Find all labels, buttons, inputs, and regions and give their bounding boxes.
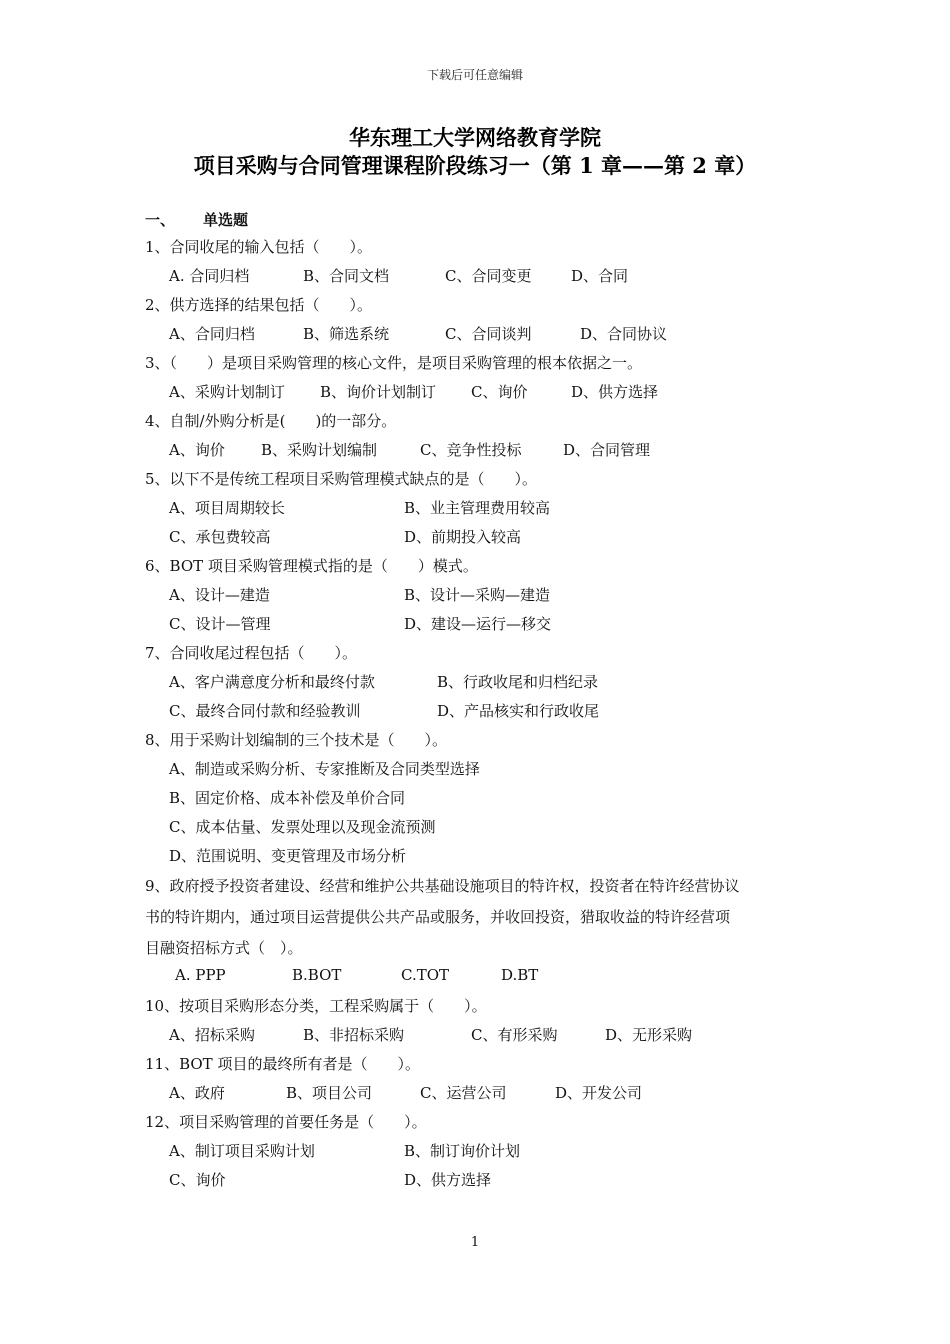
option: C、询价	[169, 1171, 226, 1189]
option: B、采购计划编制	[261, 441, 378, 459]
option: D、范围说明、变更管理及市场分析	[169, 847, 407, 865]
option: A、制订项目采购计划	[169, 1142, 315, 1160]
option: D、合同管理	[563, 441, 651, 459]
option: C、合同变更	[445, 267, 532, 285]
question-stem-line: 书的特许期内，通过项目运营提供公共产品或服务，并收回投资，猎取收益的特许经营项	[145, 908, 731, 926]
option: D、合同协议	[580, 325, 668, 343]
option: B、设计—采购—建造	[404, 586, 551, 604]
option: C、有形采购	[471, 1026, 558, 1044]
question-stem: 2、供方选择的结果包括（ ）。	[145, 296, 373, 314]
section-heading	[145, 209, 248, 230]
header-note: 下载后可任意编辑	[426, 68, 523, 82]
option: C、承包费较高	[169, 528, 271, 546]
page-number: 1	[470, 1235, 480, 1250]
question-stem: 7、合同收尾过程包括（ ）。	[145, 644, 358, 662]
option: D、合同	[571, 267, 629, 285]
option: A、询价	[169, 441, 225, 459]
question-stem: 1、合同收尾的输入包括（ ）。	[145, 238, 373, 256]
option: B、行政收尾和归档纪录	[437, 673, 599, 691]
option: A、采购计划制订	[169, 383, 285, 401]
question-stem: 11、BOT 项目的最终所有者是（ ）。	[145, 1055, 420, 1073]
question-stem-line: 目融资招标方式（ ）。	[145, 939, 303, 957]
option: D、产品核实和行政收尾	[437, 702, 600, 720]
option: D、供方选择	[404, 1171, 492, 1189]
section-number: 一、	[145, 211, 176, 229]
option: D、开发公司	[555, 1084, 643, 1102]
question-stem: 12、项目采购管理的首要任务是（ ）。	[145, 1113, 427, 1131]
option: A、客户满意度分析和最终付款	[169, 673, 375, 691]
option: A、制造或采购分析、专家推断及合同类型选择	[169, 760, 480, 778]
option: B、固定价格、成本补偿及单价合同	[169, 789, 406, 807]
question-stem-line: 9、政府授予投资者建设、经营和维护公共基础设施项目的特许权，投资者在特许经营协议	[145, 877, 740, 895]
option: D、前期投入较高	[404, 528, 522, 546]
option: A、项目周期较长	[169, 499, 285, 517]
option: B、业主管理费用较高	[404, 499, 551, 517]
option: A、合同归档	[169, 325, 255, 343]
document-subtitle: 项目采购与合同管理课程阶段练习一（第 1 章——第 2 章）	[193, 153, 757, 178]
option: D、供方选择	[571, 383, 659, 401]
option: B.BOT	[292, 966, 342, 984]
section-label: 单选题	[203, 211, 249, 229]
option: C、合同谈判	[445, 325, 532, 343]
question-stem: 8、用于采购计划编制的三个技术是（ ）。	[145, 731, 448, 749]
option: B、项目公司	[286, 1084, 373, 1102]
option: C、最终合同付款和经验教训	[169, 702, 361, 720]
option: C、运营公司	[420, 1084, 507, 1102]
option: C、询价	[471, 383, 528, 401]
question-stem: 5、以下不是传统工程项目采购管理模式缺点的是（ ）。	[145, 470, 538, 488]
option: C、竞争性投标	[420, 441, 522, 459]
option: A、政府	[169, 1084, 225, 1102]
option: B、合同文档	[303, 267, 390, 285]
option: B、筛选系统	[303, 325, 390, 343]
option: A. 合同归档	[169, 267, 250, 285]
question-stem: 4、自制/外购分析是( )的一部分。	[145, 412, 397, 430]
option: C、成本估量、发票处理以及现金流预测	[169, 818, 436, 836]
document-title: 华东理工大学网络教育学院	[349, 125, 601, 150]
option: A. PPP	[175, 966, 226, 984]
option: D、建设—运行—移交	[404, 615, 552, 633]
option: D、无形采购	[605, 1026, 693, 1044]
question-stem: 3、（ ）是项目采购管理的核心文件，是项目采购管理的根本依据之一。	[145, 354, 643, 372]
option: D.BT	[501, 966, 539, 984]
option: B、询价计划制订	[320, 383, 437, 401]
question-stem: 6、BOT 项目采购管理模式指的是（ ）模式。	[145, 557, 478, 575]
option: A、招标采购	[169, 1026, 255, 1044]
option: C、设计—管理	[169, 615, 271, 633]
question-stem: 10、按项目采购形态分类，工程采购属于（ ）。	[145, 997, 487, 1015]
option: B、非招标采购	[303, 1026, 405, 1044]
option: B、制订询价计划	[404, 1142, 521, 1160]
option: C.TOT	[401, 966, 450, 984]
option: A、设计—建造	[169, 586, 270, 604]
